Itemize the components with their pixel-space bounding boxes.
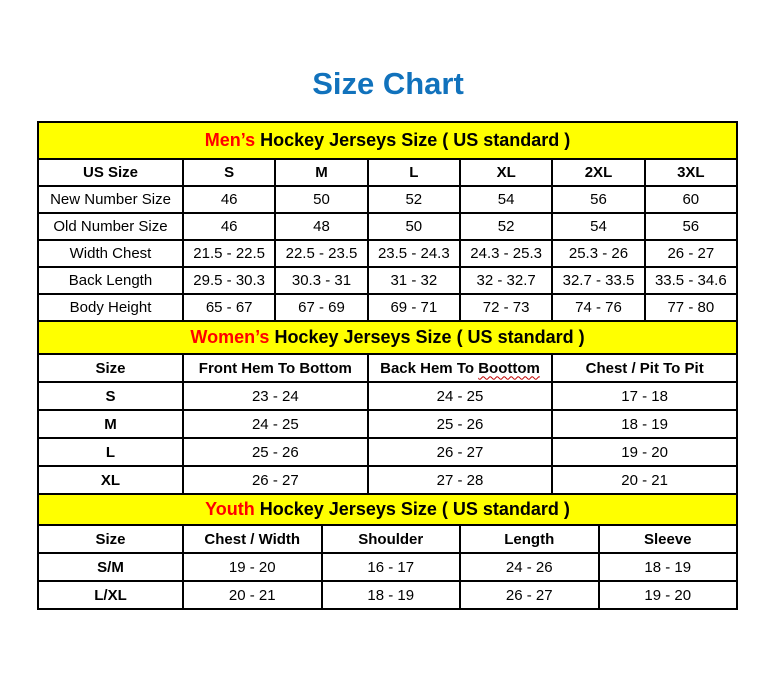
value-cell: 69 - 71 bbox=[368, 294, 460, 321]
value-cell: 18 - 19 bbox=[552, 410, 737, 438]
mens-section-header bbox=[38, 122, 737, 159]
row-label-cell: Body Height bbox=[38, 294, 183, 321]
youth-size-table bbox=[37, 493, 738, 610]
value-cell: 20 - 21 bbox=[552, 466, 737, 494]
mens-section-band-row bbox=[38, 122, 737, 159]
value-cell: 19 - 20 bbox=[599, 581, 738, 609]
value-cell: 77 - 80 bbox=[645, 294, 737, 321]
value-cell: 19 - 20 bbox=[183, 553, 322, 581]
row-label-cell: New Number Size bbox=[38, 186, 183, 213]
value-cell: 31 - 32 bbox=[368, 267, 460, 294]
value-cell: 56 bbox=[645, 213, 737, 240]
header-cell: Size bbox=[38, 525, 183, 553]
youth-header-row bbox=[38, 525, 737, 553]
header-cell: Chest / Width bbox=[183, 525, 322, 553]
value-cell: 25.3 - 26 bbox=[552, 240, 644, 267]
row-label-cell: L/XL bbox=[38, 581, 183, 609]
value-cell: 33.5 - 34.6 bbox=[645, 267, 737, 294]
size-tables bbox=[37, 121, 738, 610]
value-cell: 52 bbox=[460, 213, 552, 240]
header-cell: Chest / Pit To Pit bbox=[552, 354, 737, 382]
value-cell: 23.5 - 24.3 bbox=[368, 240, 460, 267]
table-row bbox=[38, 213, 737, 240]
value-cell: 21.5 - 22.5 bbox=[183, 240, 275, 267]
page-title: Size Chart bbox=[312, 66, 464, 101]
womens-section-header bbox=[38, 321, 737, 354]
value-cell: 27 - 28 bbox=[368, 466, 553, 494]
value-cell: 17 - 18 bbox=[552, 382, 737, 410]
header-cell: Front Hem To Bottom bbox=[183, 354, 368, 382]
womens-header-row bbox=[38, 354, 737, 382]
row-label-cell: Width Chest bbox=[38, 240, 183, 267]
value-cell: 26 - 27 bbox=[645, 240, 737, 267]
value-cell: 46 bbox=[183, 186, 275, 213]
mens-section-highlight: Men’s bbox=[204, 130, 256, 150]
value-cell: 26 - 27 bbox=[183, 466, 368, 494]
value-cell: 67 - 69 bbox=[275, 294, 367, 321]
header-cell: Size bbox=[38, 354, 183, 382]
womens-size-table bbox=[37, 320, 738, 495]
value-cell: 19 - 20 bbox=[552, 438, 737, 466]
row-label-cell: S/M bbox=[38, 553, 183, 581]
misspelled-word: Boottom bbox=[478, 359, 540, 377]
table-row bbox=[38, 186, 737, 213]
value-cell: 72 - 73 bbox=[460, 294, 552, 321]
header-cell: Length bbox=[460, 525, 599, 553]
header-cell: L bbox=[368, 159, 460, 186]
row-label-cell: M bbox=[38, 410, 183, 438]
youth-section-title-rest: Hockey Jerseys Size ( US standard ) bbox=[254, 499, 570, 519]
row-label-cell: Back Length bbox=[38, 267, 183, 294]
value-cell: 16 - 17 bbox=[322, 553, 461, 581]
header-cell: M bbox=[275, 159, 367, 186]
header-text-prefix: Back Hem To bbox=[380, 359, 479, 377]
value-cell: 50 bbox=[368, 213, 460, 240]
table-row bbox=[38, 294, 737, 321]
value-cell: 18 - 19 bbox=[599, 553, 738, 581]
table-row bbox=[38, 267, 737, 294]
header-cell: 3XL bbox=[645, 159, 737, 186]
row-label-cell: Old Number Size bbox=[38, 213, 183, 240]
youth-section-band-row bbox=[38, 494, 737, 525]
value-cell: 48 bbox=[275, 213, 367, 240]
value-cell: 24 - 25 bbox=[368, 382, 553, 410]
value-cell: 25 - 26 bbox=[368, 410, 553, 438]
header-cell: Shoulder bbox=[322, 525, 461, 553]
mens-header-row bbox=[38, 159, 737, 186]
value-cell: 65 - 67 bbox=[183, 294, 275, 321]
header-cell: US Size bbox=[38, 159, 183, 186]
table-row bbox=[38, 240, 737, 267]
value-cell: 32 - 32.7 bbox=[460, 267, 552, 294]
header-cell: Sleeve bbox=[599, 525, 738, 553]
value-cell: 46 bbox=[183, 213, 275, 240]
table-row bbox=[38, 382, 737, 410]
table-row bbox=[38, 553, 737, 581]
value-cell: 50 bbox=[275, 186, 367, 213]
value-cell: 23 - 24 bbox=[183, 382, 368, 410]
value-cell: 74 - 76 bbox=[552, 294, 644, 321]
header-cell: 2XL bbox=[552, 159, 644, 186]
value-cell: 56 bbox=[552, 186, 644, 213]
value-cell: 25 - 26 bbox=[183, 438, 368, 466]
value-cell: 24 - 26 bbox=[460, 553, 599, 581]
value-cell: 24 - 25 bbox=[183, 410, 368, 438]
mens-section-title-rest: Hockey Jerseys Size ( US standard ) bbox=[255, 130, 571, 150]
table-row bbox=[38, 581, 737, 609]
value-cell: 54 bbox=[460, 186, 552, 213]
table-row bbox=[38, 438, 737, 466]
value-cell: 22.5 - 23.5 bbox=[275, 240, 367, 267]
value-cell: 60 bbox=[645, 186, 737, 213]
value-cell: 32.7 - 33.5 bbox=[552, 267, 644, 294]
table-row bbox=[38, 410, 737, 438]
value-cell: 30.3 - 31 bbox=[275, 267, 367, 294]
header-cell: XL bbox=[460, 159, 552, 186]
row-label-cell: L bbox=[38, 438, 183, 466]
womens-section-title-rest: Hockey Jerseys Size ( US standard ) bbox=[269, 327, 585, 347]
womens-section-highlight: Women’s bbox=[190, 327, 270, 347]
youth-section-highlight: Youth bbox=[205, 499, 255, 519]
value-cell: 54 bbox=[552, 213, 644, 240]
value-cell: 52 bbox=[368, 186, 460, 213]
row-label-cell: XL bbox=[38, 466, 183, 494]
value-cell: 24.3 - 25.3 bbox=[460, 240, 552, 267]
mens-size-table bbox=[37, 121, 738, 322]
value-cell: 20 - 21 bbox=[183, 581, 322, 609]
table-row bbox=[38, 466, 737, 494]
youth-section-header bbox=[38, 494, 737, 525]
header-cell-spellchecked bbox=[368, 354, 553, 382]
value-cell: 29.5 - 30.3 bbox=[183, 267, 275, 294]
womens-section-band-row bbox=[38, 321, 737, 354]
row-label-cell: S bbox=[38, 382, 183, 410]
value-cell: 26 - 27 bbox=[460, 581, 599, 609]
value-cell: 26 - 27 bbox=[368, 438, 553, 466]
header-cell: S bbox=[183, 159, 275, 186]
value-cell: 18 - 19 bbox=[322, 581, 461, 609]
